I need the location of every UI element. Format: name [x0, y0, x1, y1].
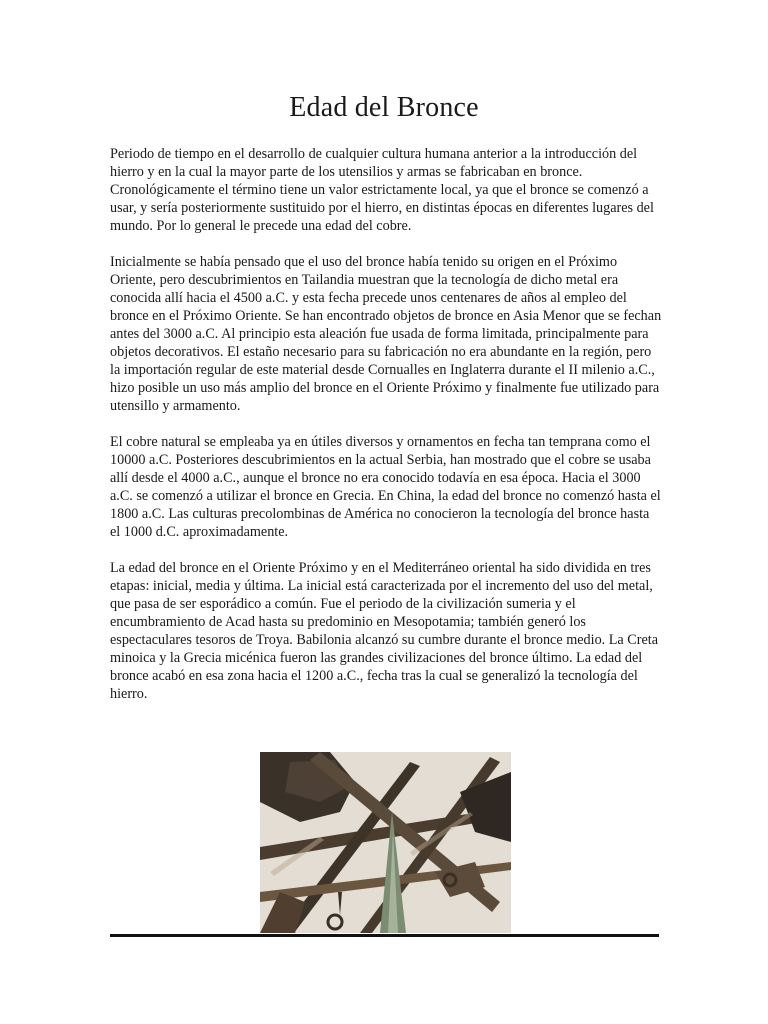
artifacts-illustration	[260, 752, 511, 933]
document-title: Edad del Bronce	[289, 92, 479, 123]
horizontal-divider	[110, 934, 659, 937]
bronze-artifacts-image	[260, 752, 511, 933]
paragraph: Periodo de tiempo en el desarrollo de cualquier cultura humana anterior a la introducción del hierro y en la cual la mayor parte de los utensilios y armas se fabricaban en bronce. Cronológicamente el término tiene un valor estrictamente local, ya que el bronce se comenzó a usar, y sería posteriormente sustituido por el hierro, en distintas épocas en diferentes lugares del mundo. Por lo general le precede una edad del cobre.	[110, 146, 654, 234]
paragraph: Inicialmente se había pensado que el uso del bronce había tenido su origen en el Próximo Oriente, pero descubrimientos en Tailandia muestran que la tecnología de dicho metal era conocida allí hacia el 4500 a.C. y esta fecha precede unos centenares de años al empleo del bronce en el Próximo Oriente. Se han encontrado objetos de bronce en Asia Menor que se fechan antes del 3000 a.C. Al principio esta aleación fue usada de forma limitada, principalmente para objetos decorativos. El estaño necesario para su fabricación no era abundante en la región, pero la importación regular de este material desde Cornualles en Inglaterra durante el II milenio a.C., hizo posible un uso más amplio del bronce en el Oriente Próximo y finalmente fue utilizado para utensillo y armamento.	[110, 254, 662, 414]
paragraph: La edad del bronce en el Oriente Próximo y en el Mediterráneo oriental ha sido dividida en tres etapas: inicial, media y última. La inicial está caracterizada por el incremento del uso del metal, que pasa de ser esporádico a común. Fue el periodo de la civilización sumeria y el encumbramiento de Acad hasta su predominio en Mesopotamia; también generó los espectaculares tesoros de Troya. Babilonia alcanzó su cumbre durante el bronce medio. La Creta minoica y la Grecia micénica fueron las grandes civilizaciones del bronce último. La edad del bronce acabó en esa zona hacia el 1200 a.C., fecha tras la cual se generalizó la tecnología del hierro.	[110, 560, 658, 702]
paragraph: El cobre natural se empleaba ya en útiles diversos y ornamentos en fecha tan temprana como el 10000 a.C. Posteriores descubrimientos en la actual Serbia, han mostrado que el cobre se usaba allí desde el 4000 a.C., aunque el bronce no era conocido todavía en esa época. Hacia el 3000 a.C. se comenzó a utilizar el bronce en Grecia. En China, la edad del bronce no comenzó hasta el 1800 a.C. Las culturas precolombinas de América no conocieron la tecnología del bronce hasta el 1000 d.C. aproximadamente.	[110, 434, 661, 540]
document-body	[110, 145, 662, 721]
